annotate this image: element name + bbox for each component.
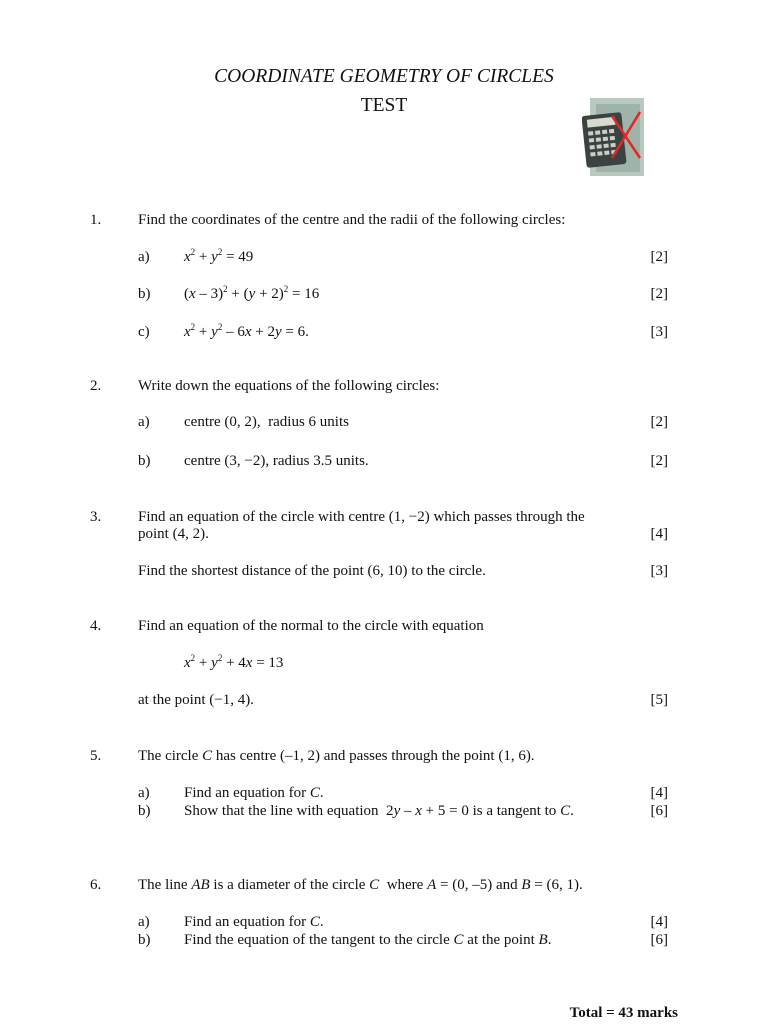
question-6-text: The line AB is a diameter of the circle C where A = (0, –5) and B = (6, 1). — [138, 877, 583, 893]
q6-part-b-label: b) — [138, 932, 151, 948]
question-3-text-2: Find the shortest distance of the point (6, 10) to the circle. — [138, 563, 486, 579]
question-5-text: The circle C has centre (–1, 2) and passes through the point (1, 6). — [138, 748, 535, 764]
q2-part-b-label: b) — [138, 453, 151, 469]
q3-marks-2: [3] — [650, 563, 668, 579]
q1-part-b-marks: [2] — [650, 286, 668, 302]
q6-part-a-label: a) — [138, 914, 150, 930]
page-title: COORDINATE GEOMETRY OF CIRCLES — [214, 66, 554, 87]
q2-part-b-text: centre (3, −2), radius 3.5 units. — [184, 453, 369, 469]
q2-part-b-marks: [2] — [650, 453, 668, 469]
question-3-number: 3. — [90, 509, 102, 525]
question-5-number: 5. — [90, 748, 102, 764]
q2-part-a-text: centre (0, 2), radius 6 units — [184, 414, 349, 430]
q5-part-a-label: a) — [138, 785, 150, 801]
total-marks: Total = 43 marks — [569, 1005, 678, 1021]
q1-part-a-label: a) — [138, 249, 150, 265]
question-3-text-line2: point (4, 2). — [138, 526, 209, 542]
question-1-text: Find the coordinates of the centre and the radii of the following circles: — [138, 212, 566, 228]
q2-part-a-label: a) — [138, 414, 150, 430]
question-4-text: Find an equation of the normal to the circle with equation — [138, 618, 484, 634]
question-4-text-2: at the point (−1, 4). — [138, 692, 254, 708]
q3-marks-1: [4] — [650, 526, 668, 542]
question-1-number: 1. — [90, 212, 102, 228]
q1-part-b-equation: $(x - 3)^2 + (y + 2)^2 = 16$ — [184, 284, 320, 302]
q6-part-a-marks: [4] — [650, 914, 668, 930]
q6-part-b-text: Find the equation of the tangent to the circle C at the point B. — [184, 932, 552, 948]
q5-part-b-text: Show that the line with equation 2y – x + 5 = 0 is a tangent to C. — [184, 803, 574, 819]
q1-part-c-label: c) — [138, 324, 150, 340]
q4-marks: [5] — [650, 692, 668, 708]
q1-part-c-equation: $x^2 + y^2 - 6x + 2y = 6$. — [184, 322, 309, 340]
question-2-number: 2. — [90, 378, 102, 394]
q5-part-a-marks: [4] — [650, 785, 668, 801]
question-2-text: Write down the equations of the following circles: — [138, 378, 440, 394]
no-calculator-icon — [582, 96, 646, 178]
q1-part-b-label: b) — [138, 286, 151, 302]
q5-part-a-text: Find an equation for C. — [184, 785, 324, 801]
q5-part-b-label: b) — [138, 803, 151, 819]
q5-part-b-marks: [6] — [650, 803, 668, 819]
q6-part-b-marks: [6] — [650, 932, 668, 948]
question-4-number: 4. — [90, 618, 102, 634]
page-subtitle: TEST — [360, 95, 408, 116]
q1-part-c-marks: [3] — [650, 324, 668, 340]
q2-part-a-marks: [2] — [650, 414, 668, 430]
question-3-text-line1: Find an equation of the circle with centre (1, −2) which passes through the — [138, 509, 585, 525]
q6-part-a-text: Find an equation for C. — [184, 914, 324, 930]
q1-part-a-equation: $x^2 + y^2 = 49$ — [184, 247, 254, 265]
q1-part-a-marks: [2] — [650, 249, 668, 265]
q4-equation: $x^2 + y^2 + 4x = 13$ — [184, 653, 284, 671]
question-6-number: 6. — [90, 877, 102, 893]
